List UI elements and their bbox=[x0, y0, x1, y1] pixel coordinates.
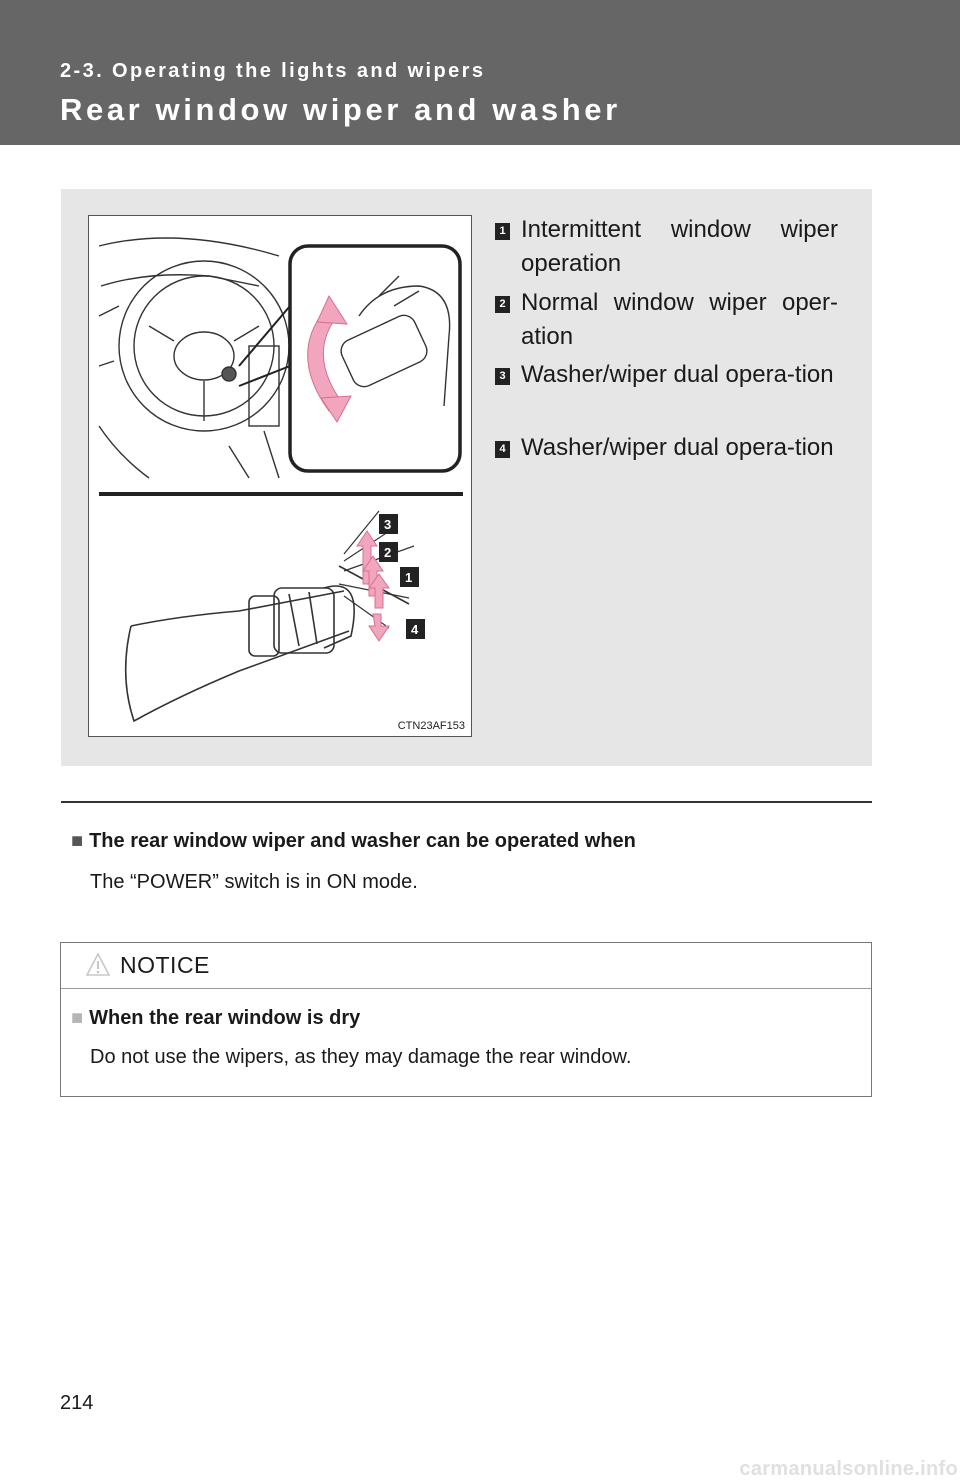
callout-text: Normal window wiper oper-ation bbox=[521, 289, 838, 350]
warning-triangle-icon bbox=[85, 952, 111, 977]
callout-badge: 3 bbox=[495, 368, 510, 385]
figure-badge-2: 2 bbox=[384, 545, 392, 560]
callout-text: Washer/wiper dual opera-tion bbox=[521, 434, 834, 461]
notice-title: NOTICE bbox=[120, 952, 210, 978]
callout-item bbox=[495, 431, 838, 465]
square-bullet-icon: ■ bbox=[71, 1007, 84, 1029]
callout-text: Washer/wiper dual opera-tion bbox=[521, 361, 834, 388]
page-number: 214 bbox=[60, 1392, 94, 1414]
notice-header bbox=[61, 943, 871, 989]
notice-body: Do not use the wipers, as they may damage the rear window. bbox=[90, 1046, 632, 1068]
notice-box bbox=[60, 942, 872, 1097]
section-divider bbox=[61, 801, 872, 803]
figure-code: CTN23AF153 bbox=[397, 720, 465, 732]
figure-badge-1: 1 bbox=[405, 570, 413, 585]
square-bullet-icon: ■ bbox=[71, 830, 84, 852]
callout-badge: 4 bbox=[495, 441, 510, 458]
callout-badge: 2 bbox=[495, 296, 510, 313]
figure-badge-3: 3 bbox=[384, 517, 392, 532]
callout-item bbox=[495, 358, 838, 392]
notice-subheading bbox=[71, 1007, 360, 1030]
callout-item bbox=[495, 286, 838, 354]
figure-badge-4: 4 bbox=[411, 622, 419, 637]
info-body: The “POWER” switch is in ON mode. bbox=[90, 871, 418, 893]
callout-item bbox=[495, 213, 838, 281]
callout-badge: 1 bbox=[495, 223, 510, 240]
illustration-drawing bbox=[89, 216, 473, 738]
page-header bbox=[0, 0, 960, 145]
notice-subheading-text: When the rear window is dry bbox=[89, 1007, 361, 1029]
callout-text: Intermittent window wiper operation bbox=[521, 216, 838, 277]
wiper-switch-illustration bbox=[88, 215, 472, 737]
page-title: Rear window wiper and washer bbox=[60, 92, 621, 127]
section-label: 2-3. Operating the lights and wipers bbox=[60, 60, 486, 82]
info-heading-text: The rear window wiper and washer can be operated when bbox=[89, 830, 636, 852]
watermark: carmanualsonline.info bbox=[739, 1458, 958, 1480]
info-heading bbox=[71, 830, 636, 853]
